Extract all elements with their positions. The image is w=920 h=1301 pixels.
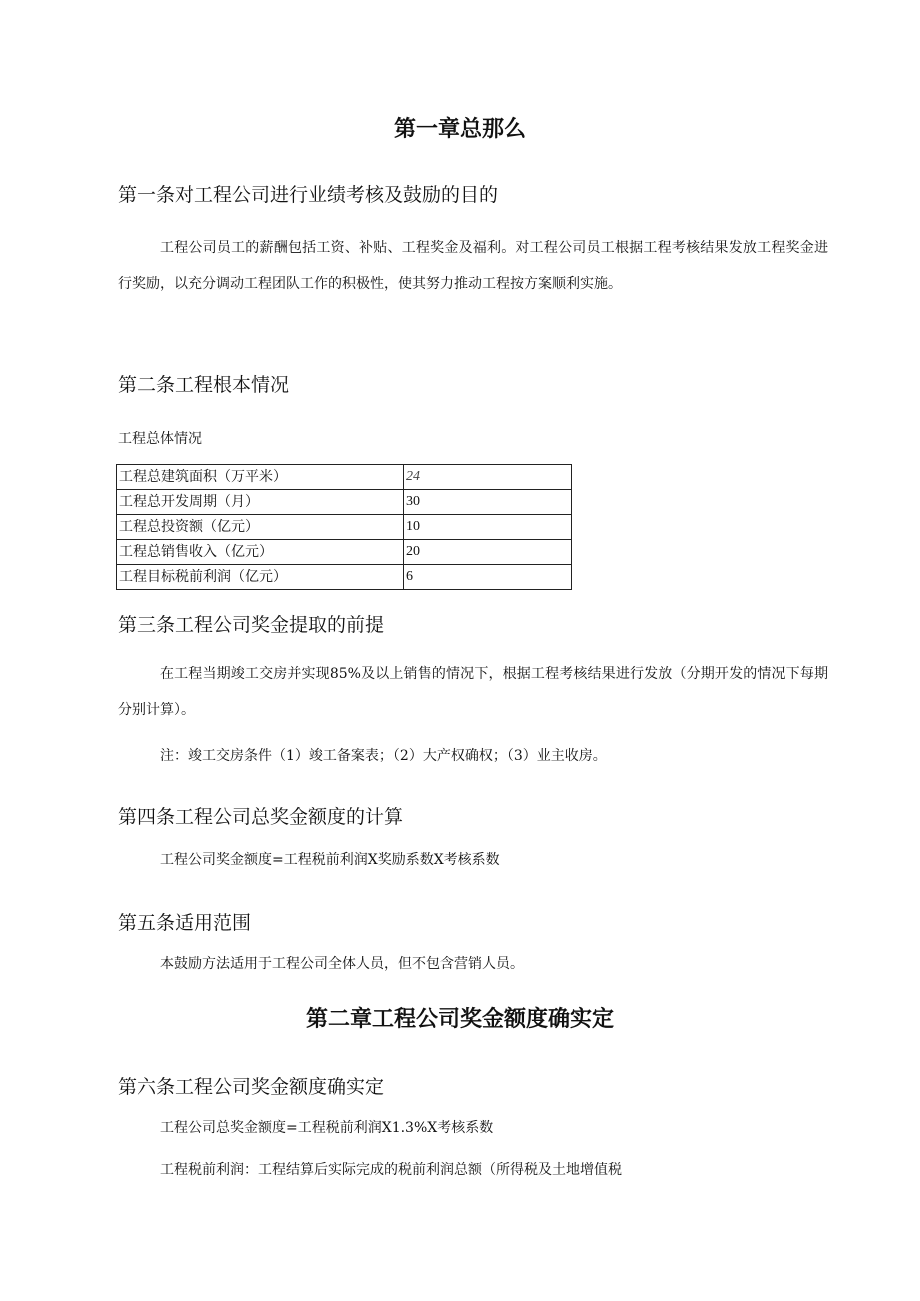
table-cell-value: 6 (404, 565, 572, 590)
project-overview-table (116, 464, 572, 590)
table-cell-value: 20 (404, 540, 572, 565)
article-4-title: 第四条工程公司总奖金额度的计算 (118, 806, 404, 828)
article-1-body: 工程公司员工的薪酬包括工资、补贴、工程奖金及福利。对工程公司员工根据工程考核结果发放工程奖金进行奖励，以充分调动工程团队工作的积极性，使其努力推动工程按方案顺利实施。 (118, 240, 828, 292)
article-3-title: 第三条工程公司奖金提取的前提 (118, 614, 385, 636)
table-cell-key: 工程总投资额（亿元） (117, 515, 404, 540)
project-overview-label: 工程总体情况 (118, 431, 202, 447)
article-3-body: 在工程当期竣工交房并实现85%及以上销售的情况下，根据工程考核结果进行发放（分期开发的情况下每期分别计算）。 (118, 666, 828, 718)
article-4-formula: 工程公司奖金额度=工程税前利润X奖励系数X考核系数 (160, 852, 500, 868)
article-2-title: 第二条工程根本情况 (118, 374, 290, 396)
article-6-title: 第六条工程公司奖金额度确实定 (118, 1076, 385, 1098)
table-cell-value: 30 (404, 490, 572, 515)
table-cell-key: 工程总开发周期（月） (117, 490, 404, 515)
table-row (117, 465, 572, 490)
article-6-definition: 工程税前利润：工程结算后实际完成的税前利润总额（所得税及土地增值税 (160, 1162, 622, 1178)
table-row (117, 515, 572, 540)
table-cell-value: 10 (404, 515, 572, 540)
table-row (117, 490, 572, 515)
article-1-title: 第一条对工程公司进行业绩考核及鼓励的目的 (118, 184, 499, 206)
chapter-2-title: 第二章工程公司奖金额度确实定 (305, 1007, 614, 1032)
table-cell-key: 工程目标税前利润（亿元） (117, 565, 404, 590)
article-5-title: 第五条适用范围 (118, 912, 252, 934)
table-row (117, 540, 572, 565)
table-cell-key: 工程总销售收入（亿元） (117, 540, 404, 565)
table-cell-value: 24 (404, 465, 572, 490)
article-3-note: 注：竣工交房条件（1）竣工备案表；（2）大产权确权；（3）业主收房。 (160, 748, 607, 764)
article-6-formula: 工程公司总奖金额度=工程税前利润X1.3%X考核系数 (160, 1120, 494, 1136)
table-cell-key: 工程总建筑面积（万平米） (117, 465, 404, 490)
table-row (117, 565, 572, 590)
article-5-body: 本鼓励方法适用于工程公司全体人员，但不包含营销人员。 (160, 956, 524, 972)
chapter-1-title: 第一章总那么 (393, 117, 526, 142)
